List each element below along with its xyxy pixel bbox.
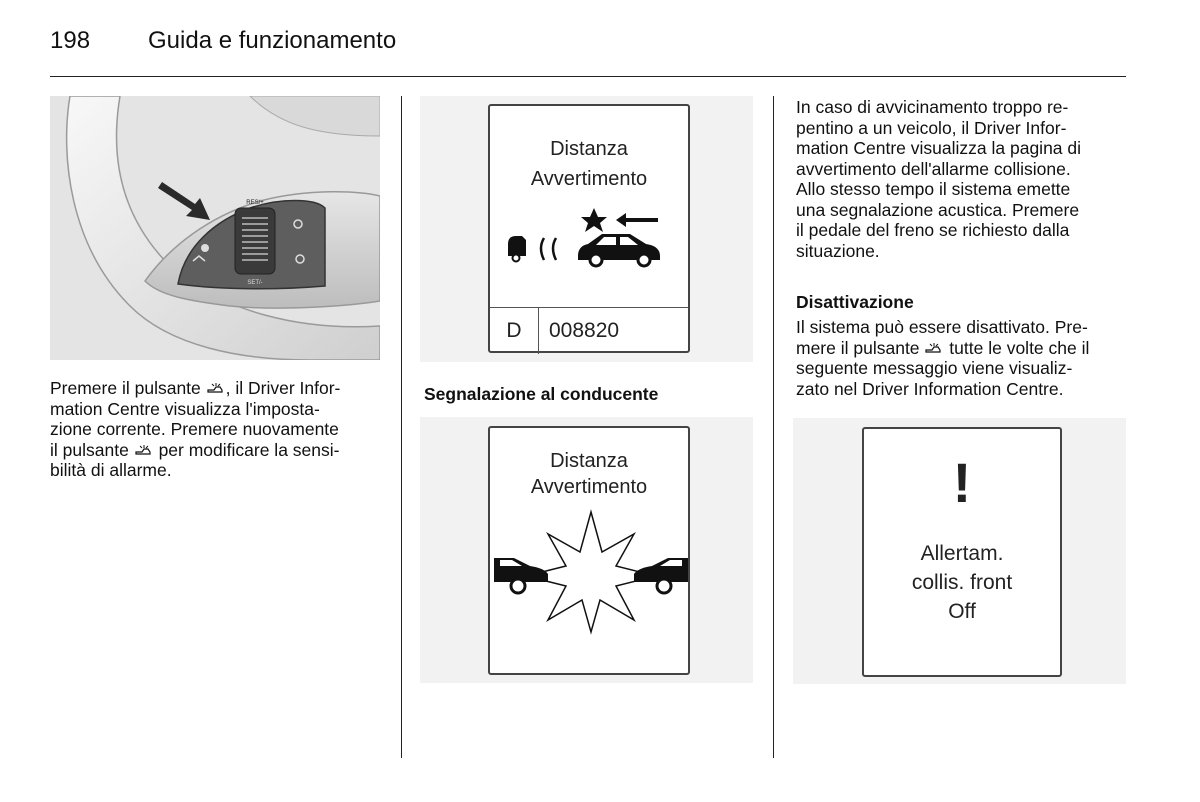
steering-wheel-icon [50,96,380,360]
driver-info-display [862,427,1062,677]
para-text: Il sistema può essere disattivato. Pre- mere il pulsante [796,317,1088,358]
display-figure-2 [420,417,753,683]
column-divider [773,96,774,758]
column1-paragraph [50,378,390,481]
driver-info-display [488,104,690,353]
display-title-line1: Distanza [550,138,628,160]
gear-indicator: D [506,319,522,342]
following-distance-icon [504,204,676,274]
own-car-icon [508,236,526,262]
star-icon [581,208,607,232]
odometer-value: 008820 [549,319,620,342]
para-text: , il Driver Infor- mation Centre visualizza l'imposta- zione corrente. Premere nuovamente il pulsante [50,378,341,460]
display-title-line1: Distanza [550,450,628,472]
alert-line1: Allertam. [920,542,1004,565]
left-car-icon [494,558,548,593]
forward-collision-button-icon [134,443,154,457]
collision-warning-icon [494,506,688,636]
para-text: Premere il pulsante [50,378,201,398]
warning-exclamation-icon: ! [952,451,972,514]
para-text: per modificare la sensi- bilità di allarme. [50,439,340,480]
display-title-line2: Avvertimento [530,168,648,190]
driver-info-display [488,426,690,675]
column3-paragraph-2 [796,317,1136,399]
page-title: Guida e funzionamento [148,27,397,54]
column3-paragraph-1: In caso di avvicinamento troppo re- pentino a un veicolo, il Driver Infor- mation Centre visualizza la pagina di avvertimento dell'allarme collisione. Allo stesso tempo il sistema emette una segnalazione acustica. Premere il pedale del freno se richiesto dalla situazione. [796,97,1082,261]
svg-text:RES/+: RES/+ [246,200,264,206]
svg-text:SET/-: SET/- [247,280,263,286]
section-heading: Disattivazione [796,292,914,312]
right-car-icon [634,558,688,593]
display-title-line2: Avvertimento [530,476,648,498]
front-car-icon [578,234,660,266]
column-divider [401,96,402,758]
display-figure-3 [793,418,1126,684]
forward-collision-button-icon [206,381,226,395]
alert-line2: collis. front [911,571,1013,594]
arrow-left-icon [616,213,658,227]
header-rule [50,76,1126,77]
section-heading: Segnalazione al conducente [424,384,659,404]
forward-collision-button-icon [924,341,944,355]
alert-line3: Off [948,600,976,623]
display-footer [490,307,688,354]
para-text: tutte le volte che il seguente messaggio viene visualiz- zato nel Driver Information Centre. [796,337,1090,399]
page-number: 198 [50,27,91,54]
steering-wheel-figure [50,96,380,360]
display-figure-1 [420,96,753,362]
